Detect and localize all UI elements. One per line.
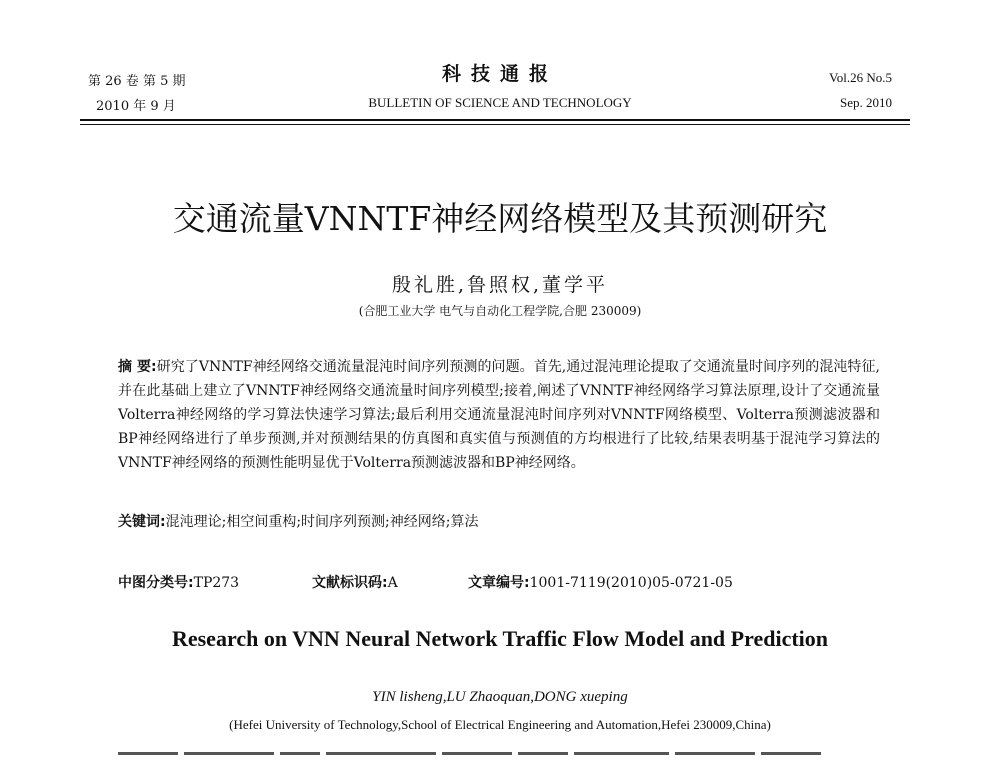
affiliation-cn: (合肥工业大学 电气与自动化工程学院,合肥 230009) xyxy=(358,304,642,318)
affiliation-en: (Hefei University of Technology,School of Electrical Engineering and Automation,Hefei 230009,China) xyxy=(229,717,771,732)
abstract-label: 摘 要: xyxy=(118,359,157,375)
cut-off-text-line xyxy=(118,752,880,760)
keywords-label: 关键词: xyxy=(118,514,166,530)
authors-en: YIN lisheng,LU Zhaoquan,DONG xueping xyxy=(372,689,628,705)
header-rule-bottom xyxy=(80,124,910,125)
clc-label: 中图分类号: xyxy=(118,575,194,591)
document-code xyxy=(312,572,398,592)
abstract-text: 研究了VNNTF神经网络交通流量混沌时间序列预测的问题。首先,通过混沌理论提取了交通流量时间序列的混沌特征,并在此基础上建立了VNNTF神经网络交通流量时间序列模型;接着,阐述了VNNTF神经网络学习算法原理,设计了交通流量Volterra神经网络的学习算法快速学习算法;最后利用交通流量混沌时间序列对VNNTF网络模型、Volterra预测滤波器和BP神经网络进行了单步预测,并对预测结果的仿真图和真实值与预测值的方均根进行了比较,结果表明基于混沌学习算法的VNNTF神经网络的预测性能明显优于Volterra预测滤波器和BP神经网络。 xyxy=(118,359,880,471)
keywords-cn xyxy=(118,511,478,531)
article-label: 文章编号: xyxy=(468,575,530,591)
header-volume-cn: 第 26 卷 第 5 期 xyxy=(88,74,186,89)
doc-value: A xyxy=(387,575,398,591)
paper-title-cn: 交通流量VNNTF神经网络模型及其预测研究 xyxy=(172,199,828,238)
clc-number xyxy=(118,572,239,592)
article-value: 1001-7119(2010)05-0721-05 xyxy=(529,575,733,591)
journal-title-en: BULLETIN OF SCIENCE AND TECHNOLOGY xyxy=(368,95,632,110)
header-volume-en: Vol.26 No.5 xyxy=(829,70,892,85)
header-date-en: Sep. 2010 xyxy=(840,95,892,110)
keywords-text: 混沌理论;相空间重构;时间序列预测;神经网络;算法 xyxy=(165,514,479,530)
journal-title-cn: 科技通报 xyxy=(441,63,558,85)
authors-cn: 殷礼胜,鲁照权,董学平 xyxy=(391,274,609,296)
article-number xyxy=(468,572,733,592)
doc-label: 文献标识码: xyxy=(312,575,388,591)
header-date-cn: 2010 年 9 月 xyxy=(96,99,176,114)
header-rule-top xyxy=(80,119,910,121)
paper-title-en: Research on VNN Neural Network Traffic Flow Model and Prediction xyxy=(171,626,829,651)
clc-value: TP273 xyxy=(193,575,240,591)
abstract-cn xyxy=(118,355,880,475)
